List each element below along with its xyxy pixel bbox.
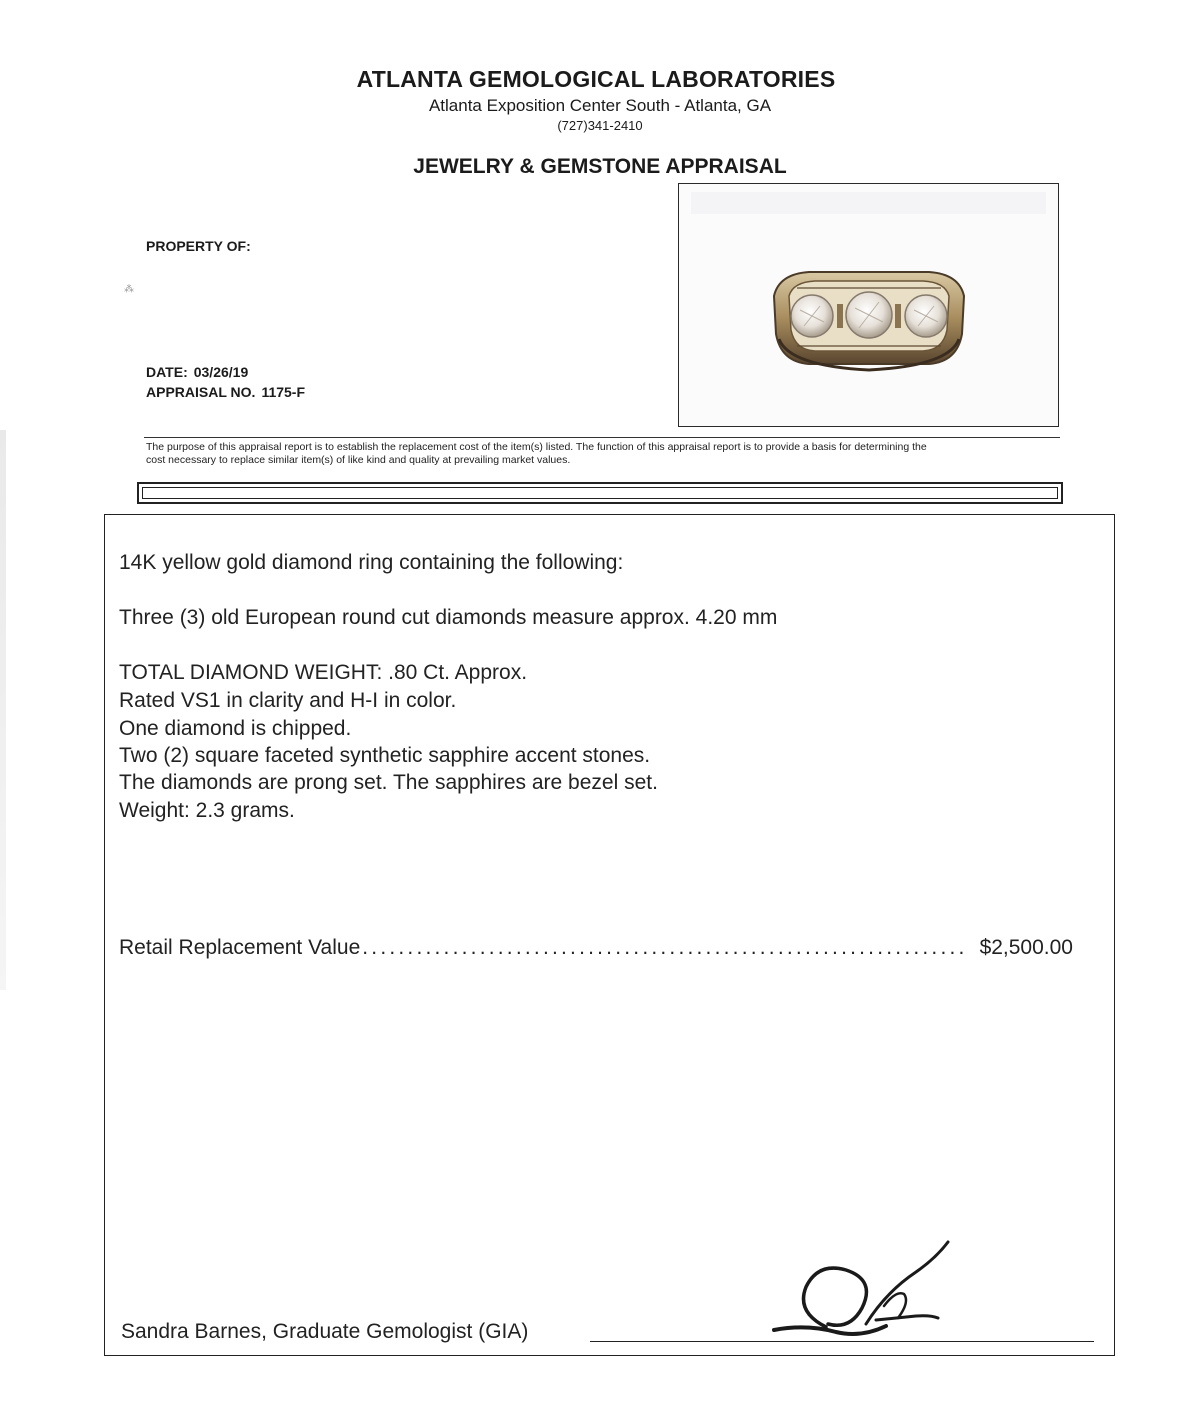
detail-line: Two (2) square faceted synthetic sapphire accent stones.	[119, 744, 651, 767]
purpose-statement	[146, 441, 1066, 467]
value-label: Retail Replacement Value	[119, 936, 361, 959]
scan-speck: ⁂	[124, 284, 134, 295]
property-of-label: PROPERTY OF:	[146, 238, 251, 254]
signer-name: Sandra Barnes, Graduate Gemologist (GIA)	[121, 1320, 529, 1343]
purpose-divider	[144, 437, 1060, 438]
value-leader-dots: ...................................................................	[362, 936, 968, 959]
lab-phone: (727)341-2410	[557, 118, 643, 133]
ring-photo	[679, 184, 1060, 428]
description-box	[104, 514, 1115, 1356]
retail-replacement-value-row	[119, 936, 1073, 960]
scan-edge-shadow	[0, 430, 6, 990]
purpose-line-1: The purpose of this appraisal report is to establish the replacement cost of the item(s) listed. The function of this appraisal report is to provide a basis for determining the	[146, 441, 927, 453]
date-value: 03/26/19	[193, 364, 249, 380]
date-line	[146, 364, 254, 380]
document-title: JEWELRY & GEMSTONE APPRAISAL	[413, 155, 787, 178]
purpose-line-2: cost necessary to replace similar item(s) of like kind and quality at prevailing market values.	[146, 454, 571, 466]
appraisal-number-label: APPRAISAL NO.	[146, 384, 256, 400]
item-summary: 14K yellow gold diamond ring containing the following:	[119, 551, 624, 574]
lab-address: Atlanta Exposition Center South - Atlanta, GA	[428, 96, 772, 115]
lab-name: ATLANTA GEMOLOGICAL LABORATORIES	[356, 66, 836, 92]
signature-line	[590, 1341, 1094, 1342]
detail-line: TOTAL DIAMOND WEIGHT: .80 Ct. Approx.	[119, 661, 528, 684]
appraisal-number-value: 1175-F	[261, 384, 306, 400]
detail-line: One diamond is chipped.	[119, 717, 352, 740]
date-label: DATE:	[146, 364, 188, 380]
ring-photo-frame	[678, 183, 1059, 427]
detail-line: The diamonds are prong set. The sapphires are bezel set.	[119, 771, 658, 794]
diamond-summary: Three (3) old European round cut diamonds measure approx. 4.20 mm	[119, 606, 778, 629]
value-amount: $2,500.00	[979, 936, 1073, 959]
detail-line: Weight: 2.3 grams.	[119, 799, 295, 822]
section-divider-bar	[137, 482, 1063, 504]
appraisal-number-line	[146, 384, 311, 400]
detail-line: Rated VS1 in clarity and H-I in color.	[119, 689, 457, 712]
signature-mark	[766, 1232, 966, 1352]
